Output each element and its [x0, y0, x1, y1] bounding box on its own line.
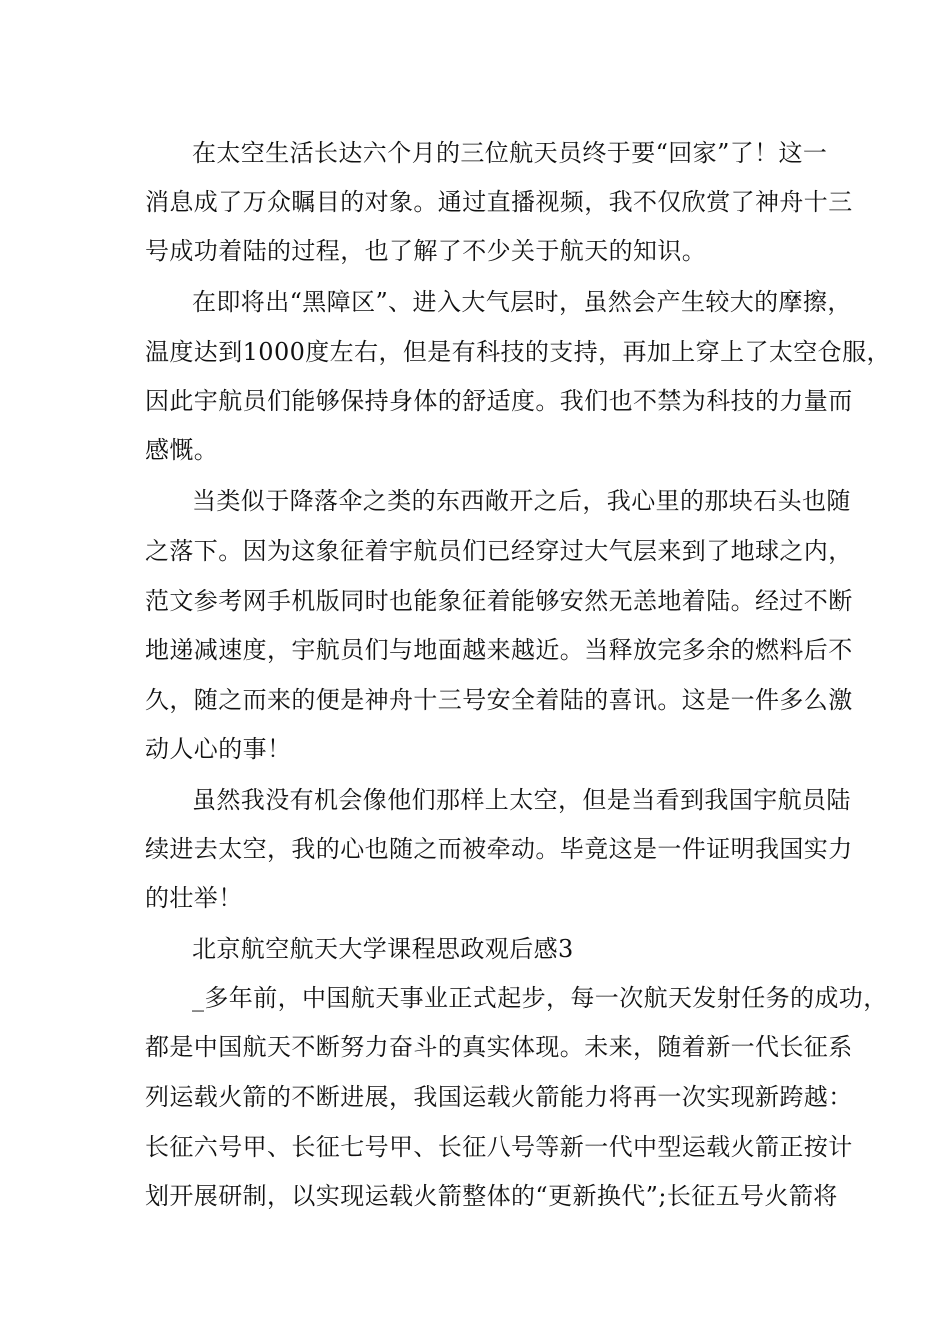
text-line: _多年前，中国航天事业正式起步，每一次航天发射任务的成功， [192, 984, 888, 1012]
text-line: 都是中国航天不断努力奋斗的真实体现。未来，随着新一代长征系 [145, 1033, 853, 1061]
text-line: 列运载火箭的不断进展，我国运载火箭能力将再一次实现新跨越： [145, 1083, 853, 1111]
text-line: 在即将出“黑障区”、进入大气层时，虽然会产生较大的摩擦， [192, 288, 852, 316]
text-line: 消息成了万众瞩目的对象。通过直播视频，我不仅欣赏了神舟十三 [145, 188, 853, 216]
text-line: 号成功着陆的过程，也了解了不少关于航天的知识。 [145, 237, 707, 265]
text-line: 之落下。因为这象征着宇航员们已经穿过大气层来到了地球之内， [145, 537, 853, 565]
text-line: 续进去太空，我的心也随之而被牵动。毕竟这是一件证明我国实力 [145, 835, 853, 863]
text-line: 虽然我没有机会像他们那样上太空，但是当看到我国宇航员陆 [192, 786, 851, 814]
text-line: 温度达到1000度左右，但是有科技的支持，再加上穿上了太空仓服， [145, 338, 891, 366]
text-line: 因此宇航员们能够保持身体的舒适度。我们也不禁为科技的力量而 [145, 387, 853, 415]
text-line: 长征六号甲、长征七号甲、长征八号等新一代中型运载火箭正按计 [145, 1133, 853, 1161]
text-line: 动人心的事！ [145, 735, 292, 763]
text-line: 北京航空航天大学课程思政观后感3 [192, 935, 574, 963]
text-line: 当类似于降落伞之类的东西敞开之后，我心里的那块石头也随 [192, 487, 851, 515]
text-line: 范文参考网手机版同时也能象征着能够安然无恙地着陆。经过不断 [145, 587, 853, 615]
text-line: 地递减速度，宇航员们与地面越来越近。当释放完多余的燃料后不 [145, 636, 853, 664]
text-line: 久，随之而来的便是神舟十三号安全着陆的喜讯。这是一件多么激 [145, 686, 853, 714]
text-line: 在太空生活长达六个月的三位航天员终于要“回家”了！这一 [192, 139, 828, 167]
text-line: 感慨。 [145, 436, 219, 464]
text-line: 的壮举！ [145, 884, 243, 912]
text-line: 划开展研制，以实现运载火箭整体的“更新换代”;长征五号火箭将 [145, 1182, 838, 1210]
